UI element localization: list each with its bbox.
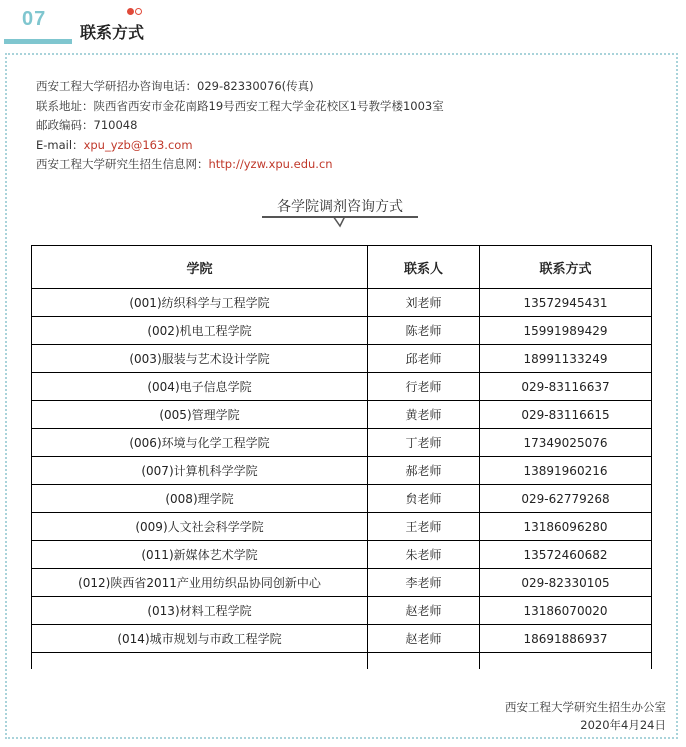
table-row [32, 289, 652, 317]
phone-cell: 13572945431 [480, 289, 652, 317]
contact-cell: 贠老师 [368, 485, 480, 513]
contact-cell: 行老师 [368, 373, 480, 401]
phone-cell: 18991133249 [480, 345, 652, 373]
contact-cell: 邱老师 [368, 345, 480, 373]
phone-cell: 17349025076 [480, 429, 652, 457]
speech-pointer-icon [332, 216, 346, 228]
phone-label: 西安工程大学研招办咨询电话： [36, 79, 197, 93]
website-line [36, 155, 444, 175]
table-empty-row [32, 653, 652, 670]
empty-cell [480, 653, 652, 670]
phone-cell: 18691886937 [480, 625, 652, 653]
empty-cell [32, 653, 368, 670]
table-row [32, 457, 652, 485]
contact-cell: 朱老师 [368, 541, 480, 569]
contact-info [36, 77, 444, 175]
college-cell: (009)人文社会科学学院 [32, 513, 368, 541]
email-label: E-mail： [36, 137, 84, 152]
empty-cell [368, 653, 480, 670]
email-link[interactable]: xpu_yzb@163.com [83, 137, 193, 152]
college-cell: (008)理学院 [32, 485, 368, 513]
table-subtitle [262, 194, 418, 230]
contact-cell: 李老师 [368, 569, 480, 597]
college-cell: (005)管理学院 [32, 401, 368, 429]
table-row [32, 485, 652, 513]
phone-cell: 13186096280 [480, 513, 652, 541]
phone-cell: 029-82330105 [480, 569, 652, 597]
section-number: 07 [22, 8, 47, 30]
table-header-row [32, 246, 652, 289]
table-row [32, 569, 652, 597]
table-row [32, 373, 652, 401]
contact-cell: 郝老师 [368, 457, 480, 485]
phone-cell: 13891960216 [480, 457, 652, 485]
contact-cell: 王老师 [368, 513, 480, 541]
postcode-value: 710048 [93, 118, 138, 132]
college-cell: (003)服装与艺术设计学院 [32, 345, 368, 373]
table-row [32, 401, 652, 429]
table-row [32, 597, 652, 625]
phone-line [36, 77, 444, 97]
phone-cell: 13572460682 [480, 541, 652, 569]
table-row [32, 429, 652, 457]
table-row [32, 625, 652, 653]
contact-cell: 黄老师 [368, 401, 480, 429]
table-row [32, 345, 652, 373]
college-cell: (001)纺织科学与工程学院 [32, 289, 368, 317]
footer-office: 西安工程大学研究生招生办公室 [505, 700, 666, 714]
college-cell: (012)陕西省2011产业用纺织品协同创新中心 [32, 569, 368, 597]
address-value: 陕西省西安市金花南路19号西安工程大学金花校区1号教学楼1003室 [93, 98, 444, 113]
website-label: 西安工程大学研究生招生信息网： [36, 157, 209, 171]
table-row [32, 513, 652, 541]
postcode-line [36, 116, 444, 136]
table-subtitle-text: 各学院调剂咨询方式 [277, 199, 403, 215]
contact-cell: 刘老师 [368, 289, 480, 317]
address-label: 联系地址： [36, 98, 94, 113]
decorative-ring-icon [135, 8, 142, 15]
header-method: 联系方式 [480, 246, 652, 289]
phone-cell: 029-62779268 [480, 485, 652, 513]
college-cell: (006)环境与化学工程学院 [32, 429, 368, 457]
college-cell: (004)电子信息学院 [32, 373, 368, 401]
table-row [32, 317, 652, 345]
phone-value: 029-82330076(传真) [197, 79, 314, 93]
college-cell: (007)计算机科学学院 [32, 457, 368, 485]
footer-date: 2020年4月24日 [580, 718, 666, 732]
website-link[interactable]: http://yzw.xpu.edu.cn [208, 157, 333, 171]
section-title: 联系方式 [80, 23, 145, 42]
phone-cell: 15991989429 [480, 317, 652, 345]
header-college: 学院 [32, 246, 368, 289]
header-contact: 联系人 [368, 246, 480, 289]
section-header [0, 0, 686, 50]
contacts-table [31, 245, 652, 669]
address-line [36, 97, 444, 117]
contact-cell: 赵老师 [368, 597, 480, 625]
table-row [32, 541, 652, 569]
section-accent-bar [4, 39, 72, 44]
college-cell: (013)材料工程学院 [32, 597, 368, 625]
email-line [36, 136, 444, 156]
college-cell: (011)新媒体艺术学院 [32, 541, 368, 569]
contact-cell: 丁老师 [368, 429, 480, 457]
phone-cell: 13186070020 [480, 597, 652, 625]
postcode-label: 邮政编码： [36, 118, 94, 132]
footer [505, 698, 666, 734]
contact-cell: 陈老师 [368, 317, 480, 345]
college-cell: (002)机电工程学院 [32, 317, 368, 345]
phone-cell: 029-83116615 [480, 401, 652, 429]
contact-cell: 赵老师 [368, 625, 480, 653]
college-cell: (014)城市规划与市政工程学院 [32, 625, 368, 653]
phone-cell: 029-83116637 [480, 373, 652, 401]
decorative-dot-icon [127, 8, 134, 15]
